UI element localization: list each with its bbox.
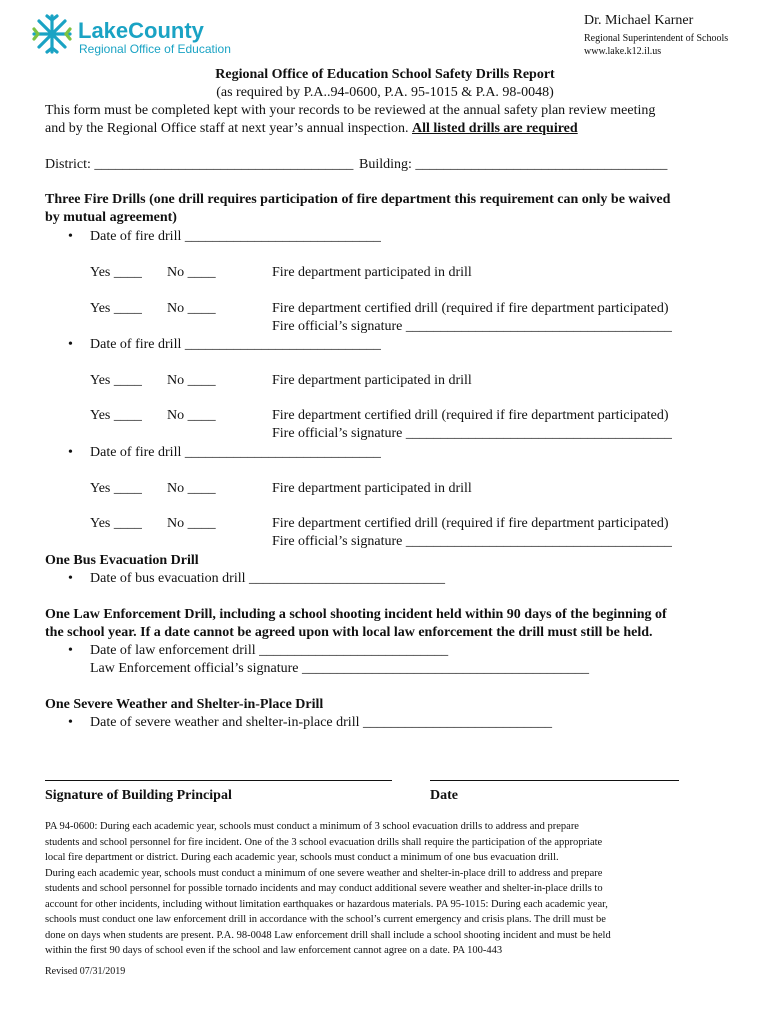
superintendent-title: Regional Superintendent of Schools <box>584 33 729 44</box>
required-notice: All listed drills are required <box>412 121 578 136</box>
statute-line: PA 94-0600: During each academic year, schools must conduct a minimum of 3 school evacuation drills to address and prepare <box>45 821 579 832</box>
date-label: Date <box>430 788 458 803</box>
fire-participated-no-2[interactable]: No ____ <box>167 373 216 388</box>
fire-participated-label-2: Fire department participated in drill <box>272 373 472 388</box>
fire-certified-label-2: Fire department certified drill (required if fire department participated) <box>272 408 669 423</box>
superintendent-name: Dr. Michael Karner <box>584 13 694 28</box>
fire-certified-no-1[interactable]: No ____ <box>167 301 216 316</box>
fire-certified-no-3[interactable]: No ____ <box>167 516 216 531</box>
fire-certified-yes-2[interactable]: Yes ____ <box>90 408 142 423</box>
principal-signature-label: Signature of Building Principal <box>45 788 232 803</box>
weather-heading: One Severe Weather and Shelter-in-Place Drill <box>45 697 324 712</box>
intro-line-1: This form must be completed kept with your records to be reviewed at the annual safety plan review meeting <box>45 103 656 118</box>
fire-participated-label-1: Fire department participated in drill <box>272 265 472 280</box>
building-field[interactable]: Building: ____________________________________ <box>359 157 668 172</box>
weather-drill-date[interactable]: • Date of severe weather and shelter-in-place drill ___________________________ <box>90 714 552 732</box>
law-heading: One Law Enforcement Drill, including a school shooting incident held within 90 days of the beginning of <box>45 607 667 622</box>
fire-participated-no-3[interactable]: No ____ <box>167 481 216 496</box>
law-drill-date[interactable]: • Date of law enforcement drill ___________________________ <box>90 642 448 660</box>
fire-participated-yes-2[interactable]: Yes ____ <box>90 373 142 388</box>
fire-certified-no-2[interactable]: No ____ <box>167 408 216 423</box>
fire-participated-yes-1[interactable]: Yes ____ <box>90 265 142 280</box>
district-field[interactable]: District: _____________________________________ <box>45 157 354 172</box>
report-statutes: (as required by P.A..94-0600, P.A. 95-1015 & P.A. 98-0048) <box>216 85 554 100</box>
logo-subtitle: Regional Office of Education <box>79 42 231 56</box>
principal-signature-line[interactable] <box>45 780 392 781</box>
website: www.lake.k12.il.us <box>584 46 662 57</box>
statute-line: local fire department or district. During each academic year, schools must conduct a minimum of one bus evacuation drill. <box>45 852 559 863</box>
fire-drill-date-2[interactable]: • Date of fire drill ____________________________ <box>90 336 381 354</box>
intro-text: and by the Regional Office staff at next year’s annual inspection. <box>45 121 409 136</box>
fire-heading-cont: by mutual agreement) <box>45 210 177 225</box>
fire-certified-label-3: Fire department certified drill (required if fire department participated) <box>272 516 669 531</box>
fire-official-signature-1[interactable]: Fire official’s signature ______________________________________ <box>272 319 672 334</box>
intro-line-2 <box>45 120 578 138</box>
law-official-signature[interactable]: Law Enforcement official’s signature _________________________________________ <box>90 661 589 676</box>
fire-heading: Three Fire Drills (one drill requires participation of fire department this requirement can only be waived <box>45 192 671 207</box>
fire-participated-label-3: Fire department participated in drill <box>272 481 472 496</box>
fire-participated-no-1[interactable]: No ____ <box>167 265 216 280</box>
fire-official-signature-3[interactable]: Fire official’s signature ______________________________________ <box>272 534 672 549</box>
report-title: Regional Office of Education School Safety Drills Report <box>215 67 555 82</box>
revised-date: Revised 07/31/2019 <box>45 966 126 977</box>
fire-certified-yes-1[interactable]: Yes ____ <box>90 301 142 316</box>
statute-notes <box>45 819 611 959</box>
fire-official-signature-2[interactable]: Fire official’s signature ______________________________________ <box>272 426 672 441</box>
fire-drill-date-1[interactable]: • Date of fire drill ____________________________ <box>90 228 381 246</box>
bus-drill-date[interactable]: • Date of bus evacuation drill ____________________________ <box>90 570 445 588</box>
law-heading-cont: the school year. If a date cannot be agreed upon with local law enforcement the drill must still be held. <box>45 625 653 640</box>
bus-heading: One Bus Evacuation Drill <box>45 553 199 568</box>
date-signature-line[interactable] <box>430 780 679 781</box>
fire-drill-date-3[interactable]: • Date of fire drill ____________________________ <box>90 444 381 462</box>
statute-line: account for other incidents, including without limitation earthquakes or hazardous materials. PA 95-1015: During each academic year, <box>45 898 608 910</box>
fire-certified-yes-3[interactable]: Yes ____ <box>90 516 142 531</box>
statute-line: within the first 90 days of school even if the school and law enforcement cannot agree on a date. PA 100-443 <box>45 945 503 956</box>
statute-line: During each academic year, schools must conduct a minimum of one severe weather and shelter-in-place drill to address and prepare <box>45 867 603 879</box>
statute-line: schools must conduct one law enforcement drill in accordance with the school’s current emergency and crisis plans. The drill must be <box>45 914 606 925</box>
logo <box>30 12 240 58</box>
logo-title: LakeCounty <box>78 18 204 43</box>
statute-line: students and school personnel for possible tornado incidents and may conduct additional severe weather and shelter-in-place drills to <box>45 883 603 894</box>
snowflake-logo-icon <box>30 12 74 56</box>
fire-certified-label-1: Fire department certified drill (required if fire department participated) <box>272 301 669 316</box>
statute-line: done on days when students are present. P.A. 98-0048 Law enforcement drill shall include a school shooting incident and must be held <box>45 929 611 941</box>
fire-participated-yes-3[interactable]: Yes ____ <box>90 481 142 496</box>
statute-line: students and school personnel for fire incident. One of the 3 school evacuation drills shall require the participation of the appropriate <box>45 836 603 848</box>
